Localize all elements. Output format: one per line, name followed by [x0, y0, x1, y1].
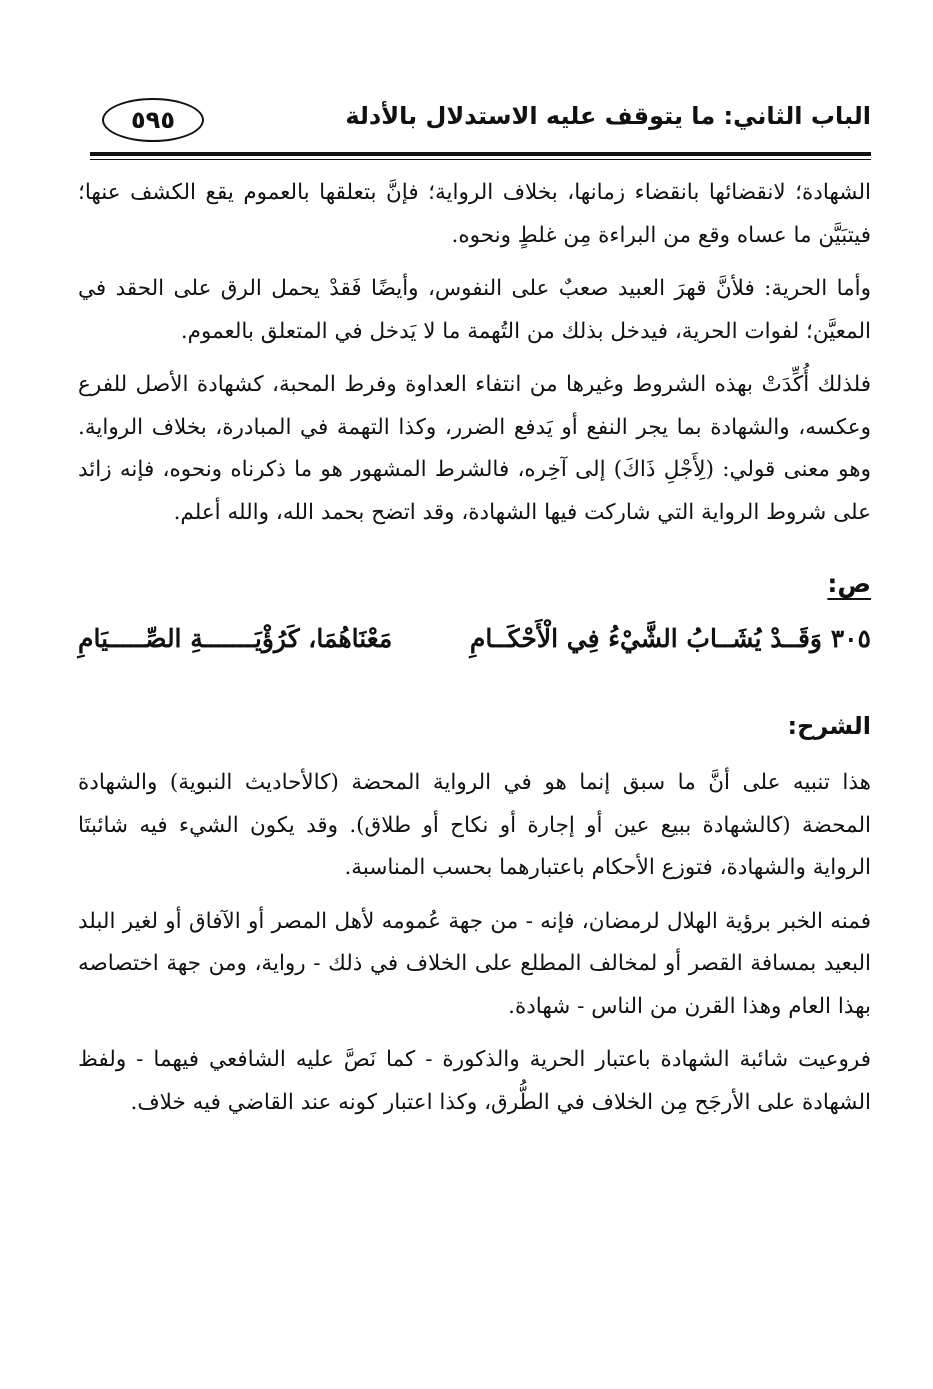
running-title: الباب الثاني: ما يتوقف عليه الاستدلال بالأدلة	[345, 102, 871, 130]
paragraph: فمنه الخبر برؤية الهلال لرمضان، فإنه - من جهة عُمومه لأهل المصر أو الآفاق أو لغير البلد البعيد بمسافة القصر أو لمخالف المطلع على الخلاف في ذلك - رواية، ومن جهة اختصاصه بهذا العام وهذا القرن من الناس - شهادة.	[78, 908, 871, 1019]
header-rule-thick	[90, 152, 871, 156]
verse-first-part	[470, 614, 871, 664]
commentary-label: الشرح:	[787, 712, 871, 740]
page-number: ٥٩٥	[102, 98, 204, 142]
paragraph: هذا تنبيه على أنَّ ما سبق إنما هو في الرواية المحضة (كالأحاديث النبوية) والشهادة المحضة (كالشهادة ببيع عين أو إجارة أو نكاح أو طلاق). وقد يكون الشيء فيه شائبتَا الرواية والشهادة، فتوزع الأحكام باعتبارهما بحسب المناسبة.	[78, 770, 871, 880]
paragraph: وأما الحرية: فلأنَّ قهرَ العبيد صعبٌ على النفوس، وأيضًا فَقدْ يحمل الرق على الحقد في المعيَّن؛ لفوات الحرية، فيدخل بذلك من التُهمة ما لا يَدخل في المتعلق بالعموم.	[78, 276, 871, 344]
verse-number: ٣٠٥	[830, 624, 871, 653]
paragraph: فلذلك أُكِّدَتْ بهذه الشروط وغيرها من انتفاء العداوة وفرط المحبة، كشهادة الأصل للفرع وعكسه، والشهادة بما يجر النفع أو يَدفع الضرر، وكذا التهمة في المبادرة، بخلاف الرواية. وهو معنى قولي: (لِأَجْلِ ذَاكَ) إلى آخِره، فالشرط المشهور هو ما ذكرناه ونحوه، فإنه زائد على شروط الرواية التي شاركت فيها الشهادة، وقد اتضح بحمد الله، والله أعلم.	[78, 372, 871, 525]
paragraph: الشهادة؛ لانقضائها بانقضاء زمانها، بخلاف الرواية؛ فإنَّ بتعلقها بالعموم يقع الكشف عنها؛ فيتبَيَّن ما عساه وقع من البراءة مِن غلطٍ ونحوه.	[78, 180, 871, 248]
verse-first-hemistich: وَقَــدْ يُشَــابُ الشَّيْءُ فِي الْأَحْكَــامِ	[469, 624, 822, 653]
page-header	[90, 92, 871, 148]
verse-line	[78, 614, 871, 664]
section-mark: ص:	[827, 569, 871, 598]
page-body	[78, 172, 871, 1135]
paragraph: فروعيت شائبة الشهادة باعتبار الحرية والذكورة - كما نَصَّ عليه الشافعي فيهما - ولفظ الشهادة على الأرجَح مِن الخلاف في الطُّرق، وكذا اعتبار كونه عند القاضي فيه خلاف.	[78, 1047, 871, 1115]
verse-second-hemistich: مَعْنَاهُمَا، كَرُؤْيَـــــــةِ الصِّـــــيَامِ	[78, 624, 393, 653]
header-rule-thin	[90, 159, 871, 160]
